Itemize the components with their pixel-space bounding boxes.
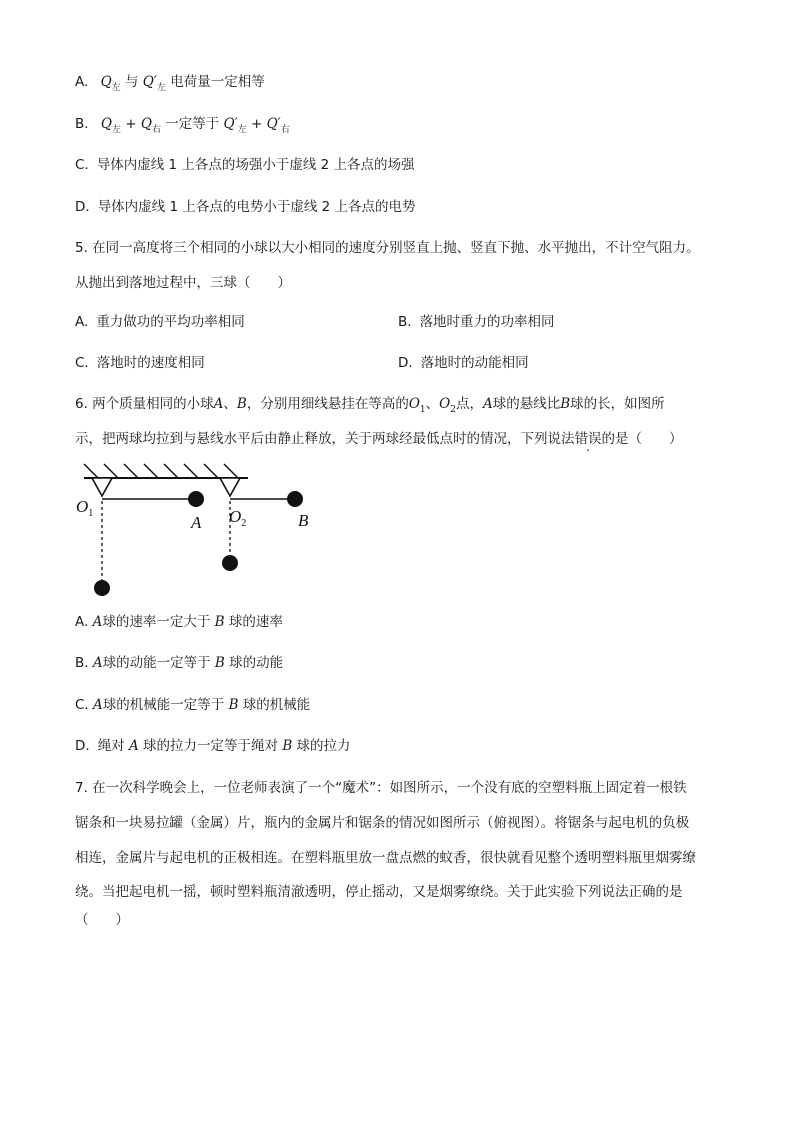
ball-b <box>287 491 303 507</box>
ball-a <box>188 491 204 507</box>
q4-option-b: B. $Q_左 + Q_右$ 一定等于 $Q'_左 + Q'_右$ <box>75 116 290 135</box>
label-o1: $O_1$ <box>76 497 94 519</box>
ceiling-hatching <box>84 464 238 478</box>
q5-option-a: A. 重力做功的平均功率相同 <box>75 314 245 330</box>
q5-stem-line2: 从抛出到落地过程中，三球（ ） <box>75 275 291 291</box>
emphasis-text: 错误 <box>574 431 602 447</box>
q6-option-c: C. A球的机械能一定等于 B 球的机械能 <box>75 697 311 713</box>
q6-option-b: B. A球的动能一定等于 B 球的动能 <box>75 655 284 671</box>
support-o2 <box>220 478 240 496</box>
pendulum-figure <box>70 458 330 603</box>
label-o2: $O_2$ <box>229 507 247 529</box>
q6-stem-line2: 示，把两球均拉到与悬线水平后由静止释放，关于两球经最低点时的情况，下列说法错误的是（ ） <box>75 431 683 447</box>
q6-option-d: D. 绳对 A 球的拉力一定等于绳对 B 球的拉力 <box>75 738 351 754</box>
ball-a-lowest <box>94 580 110 596</box>
math-q-left: $Q_左$ <box>100 74 121 93</box>
q4-option-a: A. $Q_左$ 与 $Q'_左$ 电荷量一定相等 <box>75 74 265 93</box>
q7-stem-line5: （ ） <box>75 912 129 928</box>
q5-option-d: D. 落地时的动能相同 <box>398 355 529 371</box>
q4-option-c: C. 导体内虚线 1 上各点的场强小于虚线 2 上各点的场强 <box>75 157 415 173</box>
label-a: A <box>191 513 202 532</box>
q6-option-a: A. A球的速率一定大于 B 球的速率 <box>75 614 283 630</box>
q7-stem-line3: 相连，金属片与起电机的正极相连。在塑料瓶里放一盘点燃的蚊香，很快就看见整个透明塑料瓶里烟雾缭 <box>75 850 696 866</box>
q4-option-d: D. 导体内虚线 1 上各点的电势小于虚线 2 上各点的电势 <box>75 199 416 215</box>
q7-stem-line2: 锯条和一块易拉罐（金属）片，瓶内的金属片和锯条的情况如图所示（俯视图）。将锯条与起电机的负极 <box>75 815 690 831</box>
q5-option-b: B. 落地时重力的功率相同 <box>398 314 555 330</box>
q5-option-c: C. 落地时的速度相同 <box>75 355 205 371</box>
q5-stem-line1: 5. 在同一高度将三个相同的小球以大小相同的速度分别竖直上抛、竖直下抛、水平抛出，不计空气阻力。 <box>75 240 700 256</box>
ball-b-lowest <box>222 555 238 571</box>
q6-stem-line1: 6. 两个质量相同的小球A、B，分别用细线悬挂在等高的$O_1$、$O_2$点，A球的悬线比B球的长，如图所 <box>75 396 665 415</box>
math-qprime-left: $Q'_左$ <box>142 74 166 93</box>
support-o1 <box>92 478 112 496</box>
q7-stem-line1: 7. 在一次科学晚会上，一位老师表演了一个“魔术”：如图所示，一个没有底的空塑料瓶上固定着一根铁 <box>75 780 687 796</box>
q7-stem-line4: 绕。当把起电机一摇，顿时塑料瓶清澈透明，停止摇动，又是烟雾缭绕。关于此实验下列说法正确的是 <box>75 884 683 900</box>
label-b: B <box>298 511 309 530</box>
